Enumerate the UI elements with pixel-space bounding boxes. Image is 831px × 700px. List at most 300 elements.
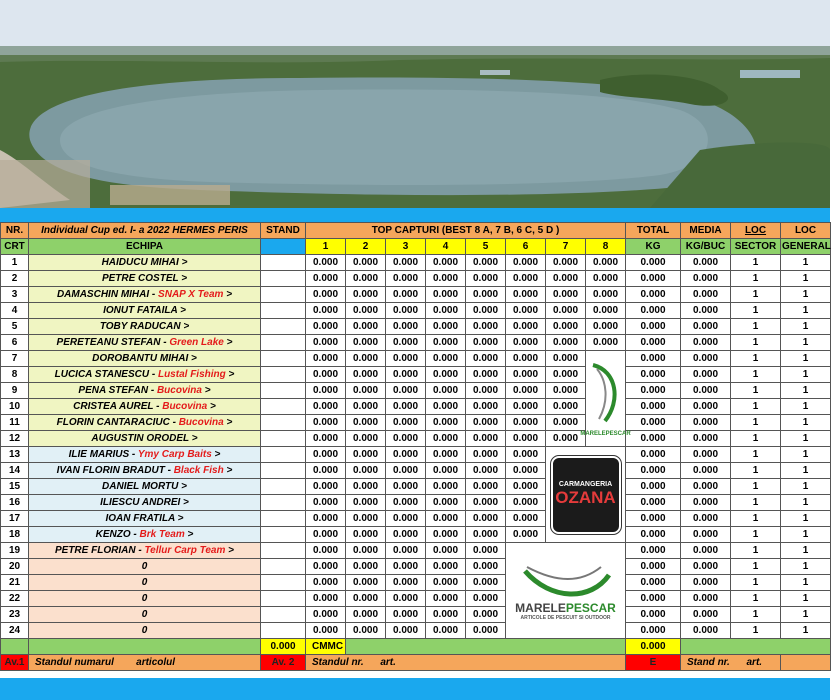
loc-general: 1 <box>781 463 831 479</box>
loc-sector: 1 <box>731 559 781 575</box>
table-row <box>1 559 831 575</box>
loc-sector: 1 <box>731 303 781 319</box>
catch-col-1: 1 <box>306 239 346 255</box>
catch-value: 0.000 <box>346 287 386 303</box>
competitor-name <box>29 335 261 351</box>
total-kg: 0.000 <box>626 559 681 575</box>
total-kg: 0.000 <box>626 543 681 559</box>
stand-cell <box>261 351 306 367</box>
competitor-label: FLORIN CANTARACIUC <box>56 417 170 428</box>
header-crt: CRT <box>1 239 29 255</box>
catch-value: 0.000 <box>306 495 346 511</box>
competitor-name <box>29 623 261 639</box>
total-kg: 0.000 <box>626 495 681 511</box>
catch-value: 0.000 <box>506 431 546 447</box>
competitor-name <box>29 463 261 479</box>
stand-cell <box>261 559 306 575</box>
loc-general: 1 <box>781 575 831 591</box>
av2-label: Av. 2 <box>261 655 306 671</box>
stand-cell <box>261 527 306 543</box>
catch-value: 0.000 <box>426 255 466 271</box>
catch-value: 0.000 <box>346 543 386 559</box>
loc-sector: 1 <box>731 511 781 527</box>
catch-value: 0.000 <box>586 335 626 351</box>
catch-value: 0.000 <box>466 527 506 543</box>
table-row <box>1 367 831 383</box>
table-row <box>1 287 831 303</box>
catch-value: 0.000 <box>386 511 426 527</box>
table-row <box>1 319 831 335</box>
loc-general: 1 <box>781 367 831 383</box>
stand-cell <box>261 591 306 607</box>
stand-cell <box>261 399 306 415</box>
av1-label: Av.1 <box>1 655 29 671</box>
competitor-name <box>29 511 261 527</box>
catch-value: 0.000 <box>306 367 346 383</box>
fish-icon <box>587 361 625 431</box>
stand-cell <box>261 543 306 559</box>
total-kg: 0.000 <box>626 431 681 447</box>
catch-value: 0.000 <box>546 415 586 431</box>
table-row <box>1 495 831 511</box>
chevron-right-icon: > <box>188 433 198 444</box>
catch-value: 0.000 <box>306 575 346 591</box>
catch-value: 0.000 <box>426 495 466 511</box>
articolul-text: articolul <box>136 657 176 668</box>
catch-value: 0.000 <box>346 415 386 431</box>
catch-value: 0.000 <box>306 399 346 415</box>
carmangeria-ozana-logo <box>546 447 626 543</box>
competitor-label: 0 <box>141 609 148 620</box>
footer-blank <box>346 639 626 655</box>
catch-value: 0.000 <box>506 351 546 367</box>
chevron-right-icon: > <box>180 497 189 508</box>
catch-value: 0.000 <box>586 271 626 287</box>
catch-value: 0.000 <box>306 335 346 351</box>
catch-value: 0.000 <box>426 351 466 367</box>
catch-value: 0.000 <box>426 319 466 335</box>
catch-value: 0.000 <box>426 303 466 319</box>
total-kg: 0.000 <box>626 463 681 479</box>
stand-cell <box>261 415 306 431</box>
row-number: 13 <box>1 447 29 463</box>
loc-sector: 1 <box>731 351 781 367</box>
chevron-right-icon: > <box>177 305 186 316</box>
lake-photo <box>0 0 830 208</box>
table-row <box>1 335 831 351</box>
loc-general: 1 <box>781 319 831 335</box>
row-number: 17 <box>1 511 29 527</box>
media-kgbuc: 0.000 <box>681 367 731 383</box>
catch-value: 0.000 <box>426 527 466 543</box>
loc-general: 1 <box>781 495 831 511</box>
stand-nr-text: Stand nr. <box>687 657 730 668</box>
competitor-name <box>29 383 261 399</box>
catch-value: 0.000 <box>346 463 386 479</box>
loc-general: 1 <box>781 527 831 543</box>
loc-general: 1 <box>781 479 831 495</box>
lake-landscape-image <box>0 0 830 208</box>
media-kgbuc: 0.000 <box>681 543 731 559</box>
catch-value: 0.000 <box>466 463 506 479</box>
media-kgbuc: 0.000 <box>681 399 731 415</box>
table-row <box>1 575 831 591</box>
stand-cell <box>261 271 306 287</box>
stand-nr-art-right <box>681 655 781 671</box>
chevron-right-icon: > <box>178 273 188 284</box>
chevron-right-icon: > <box>178 481 187 492</box>
cmmc-label: CMMC <box>306 639 346 655</box>
catch-col-8: 8 <box>586 239 626 255</box>
competitor-name <box>29 255 261 271</box>
row-number: 22 <box>1 591 29 607</box>
catch-value: 0.000 <box>546 303 586 319</box>
competitor-name <box>29 479 261 495</box>
separator: - <box>148 385 157 396</box>
media-kgbuc: 0.000 <box>681 527 731 543</box>
total-kg: 0.000 <box>626 479 681 495</box>
footer-blank <box>681 639 831 655</box>
catch-value: 0.000 <box>466 287 506 303</box>
media-kgbuc: 0.000 <box>681 607 731 623</box>
competitor-label: PENA STEFAN <box>78 385 149 396</box>
catch-value: 0.000 <box>306 271 346 287</box>
loc-sector: 1 <box>731 607 781 623</box>
catch-value: 0.000 <box>346 575 386 591</box>
row-number: 24 <box>1 623 29 639</box>
catch-value: 0.000 <box>506 271 546 287</box>
catch-value: 0.000 <box>306 431 346 447</box>
header-echipa: ECHIPA <box>29 239 261 255</box>
total-kg: 0.000 <box>626 399 681 415</box>
stand-cell <box>261 575 306 591</box>
table-row <box>1 255 831 271</box>
competitor-label: AUGUSTIN ORODEL <box>91 433 189 444</box>
catch-value: 0.000 <box>306 559 346 575</box>
catch-col-7: 7 <box>546 239 586 255</box>
table-row <box>1 351 831 367</box>
competitor-name <box>29 287 261 303</box>
catch-value: 0.000 <box>386 559 426 575</box>
catch-value: 0.000 <box>386 463 426 479</box>
row-number: 18 <box>1 527 29 543</box>
catch-value: 0.000 <box>506 463 546 479</box>
stand-cell <box>261 607 306 623</box>
catch-value: 0.000 <box>386 415 426 431</box>
team-name: Lustal Fishing <box>157 369 226 380</box>
competitor-name <box>29 431 261 447</box>
footer-blank <box>1 639 29 655</box>
loc-general: 1 <box>781 399 831 415</box>
row-number: 16 <box>1 495 29 511</box>
table-row <box>1 543 831 559</box>
catch-value: 0.000 <box>386 271 426 287</box>
row-number: 5 <box>1 319 29 335</box>
catch-value: 0.000 <box>466 479 506 495</box>
loc-sector: 1 <box>731 383 781 399</box>
catch-value: 0.000 <box>346 623 386 639</box>
catch-value: 0.000 <box>426 383 466 399</box>
competitor-name <box>29 559 261 575</box>
catch-value: 0.000 <box>426 447 466 463</box>
marele-text: MARELE <box>515 600 566 615</box>
catch-value: 0.000 <box>506 303 546 319</box>
catch-value: 0.000 <box>386 367 426 383</box>
competitor-label: 0 <box>141 561 148 572</box>
chevron-right-icon: > <box>223 289 233 300</box>
catch-value: 0.000 <box>586 319 626 335</box>
competitor-name <box>29 543 261 559</box>
catch-value: 0.000 <box>386 527 426 543</box>
header-kgbuc: KG/BUC <box>681 239 731 255</box>
catch-value: 0.000 <box>386 447 426 463</box>
separator: - <box>149 369 158 380</box>
catch-value: 0.000 <box>386 383 426 399</box>
team-name: SNAP X Team <box>158 289 224 300</box>
catch-value: 0.000 <box>506 415 546 431</box>
ozana-text: OZANA <box>555 488 616 507</box>
competitor-label: PERETEANU STEFAN <box>56 337 161 348</box>
catch-value: 0.000 <box>426 463 466 479</box>
header-top-capturi: TOP CAPTURI (BEST 8 A, 7 B, 6 C, 5 D ) <box>306 223 626 239</box>
separator: - <box>130 529 140 540</box>
table-row <box>1 479 831 495</box>
row-number: 3 <box>1 287 29 303</box>
row-number: 2 <box>1 271 29 287</box>
stand-cell <box>261 463 306 479</box>
chevron-right-icon: > <box>180 321 190 332</box>
competitor-name <box>29 367 261 383</box>
catch-value: 0.000 <box>346 383 386 399</box>
catch-value: 0.000 <box>546 335 586 351</box>
competitor-label: IVAN FLORIN BRADUT <box>56 465 165 476</box>
total-kg: 0.000 <box>626 527 681 543</box>
catch-value: 0.000 <box>466 271 506 287</box>
catch-value: 0.000 <box>346 255 386 271</box>
catch-value: 0.000 <box>306 527 346 543</box>
catch-value: 0.000 <box>346 431 386 447</box>
loc-sector: 1 <box>731 271 781 287</box>
catch-value: 0.000 <box>346 351 386 367</box>
catch-value: 0.000 <box>386 575 426 591</box>
total-kg: 0.000 <box>626 255 681 271</box>
catch-value: 0.000 <box>466 607 506 623</box>
loc-general: 1 <box>781 447 831 463</box>
media-kgbuc: 0.000 <box>681 447 731 463</box>
loc-sector: 1 <box>731 527 781 543</box>
competitor-name <box>29 527 261 543</box>
total-kg: 0.000 <box>626 591 681 607</box>
row-number: 12 <box>1 431 29 447</box>
competitor-label: KENZO <box>95 529 131 540</box>
catch-value: 0.000 <box>386 495 426 511</box>
chevron-right-icon: > <box>201 385 211 396</box>
media-kgbuc: 0.000 <box>681 335 731 351</box>
separator: - <box>164 465 174 476</box>
catch-value: 0.000 <box>306 351 346 367</box>
marele-pescar-subtitle: ARTICOLE DE PESCUIT SI OUTDOOR <box>520 614 611 621</box>
total-kg: 0.000 <box>626 607 681 623</box>
catch-value: 0.000 <box>586 255 626 271</box>
row-number: 23 <box>1 607 29 623</box>
row-number: 19 <box>1 543 29 559</box>
media-kgbuc: 0.000 <box>681 431 731 447</box>
catch-value: 0.000 <box>466 495 506 511</box>
header-sector: SECTOR <box>731 239 781 255</box>
chevron-right-icon: > <box>174 513 184 524</box>
competitor-name <box>29 575 261 591</box>
catch-value: 0.000 <box>346 511 386 527</box>
competitor-name <box>29 447 261 463</box>
catch-value: 0.000 <box>546 255 586 271</box>
competitor-label: LUCICA STANESCU <box>54 369 150 380</box>
catch-value: 0.000 <box>426 415 466 431</box>
catch-col-5: 5 <box>466 239 506 255</box>
table-row <box>1 271 831 287</box>
catch-value: 0.000 <box>586 303 626 319</box>
stand-cell <box>261 479 306 495</box>
total-kg: 0.000 <box>626 319 681 335</box>
total-kg: 0.000 <box>626 447 681 463</box>
cmmc-total: 0.000 <box>626 639 681 655</box>
table-row <box>1 399 831 415</box>
catch-value: 0.000 <box>466 351 506 367</box>
stand-cell <box>261 303 306 319</box>
catch-col-4: 4 <box>426 239 466 255</box>
loc-sector: 1 <box>731 591 781 607</box>
row-number: 1 <box>1 255 29 271</box>
stand-cell <box>261 447 306 463</box>
competitor-name <box>29 591 261 607</box>
separator: - <box>169 417 179 428</box>
row-number: 9 <box>1 383 29 399</box>
catch-value: 0.000 <box>466 255 506 271</box>
competitor-name <box>29 399 261 415</box>
catch-value: 0.000 <box>346 447 386 463</box>
loc-general: 1 <box>781 623 831 639</box>
competitor-name <box>29 607 261 623</box>
chevron-right-icon: > <box>211 449 221 460</box>
catch-value: 0.000 <box>506 383 546 399</box>
catch-value: 0.000 <box>346 591 386 607</box>
row-number: 4 <box>1 303 29 319</box>
header-general: GENERAL <box>781 239 831 255</box>
media-kgbuc: 0.000 <box>681 463 731 479</box>
competitor-label: DOROBANTU MIHAI <box>92 353 189 364</box>
row-number: 14 <box>1 463 29 479</box>
table-row <box>1 431 831 447</box>
competitor-name <box>29 271 261 287</box>
media-kgbuc: 0.000 <box>681 415 731 431</box>
catch-value: 0.000 <box>386 431 426 447</box>
catch-value: 0.000 <box>506 447 546 463</box>
catch-value: 0.000 <box>426 399 466 415</box>
loc-general: 1 <box>781 431 831 447</box>
catch-value: 0.000 <box>386 255 426 271</box>
row-number: 15 <box>1 479 29 495</box>
catch-value: 0.000 <box>386 591 426 607</box>
catch-value: 0.000 <box>426 511 466 527</box>
competitor-label: DAMASCHIN MIHAI <box>56 289 150 300</box>
header-stand: STAND <box>261 223 306 239</box>
header-loc-sector: LOC <box>731 223 781 239</box>
stand-cell <box>261 623 306 639</box>
team-name: Brk Team <box>139 529 185 540</box>
competitor-label: IOAN FRATILA <box>105 513 175 524</box>
footer-band <box>0 678 830 700</box>
chevron-right-icon: > <box>188 353 197 364</box>
loc-sector: 1 <box>731 479 781 495</box>
catch-value: 0.000 <box>506 335 546 351</box>
total-kg: 0.000 <box>626 415 681 431</box>
total-kg: 0.000 <box>626 287 681 303</box>
loc-general: 1 <box>781 287 831 303</box>
chevron-right-icon: > <box>184 529 194 540</box>
catch-col-6: 6 <box>506 239 546 255</box>
catch-value: 0.000 <box>346 495 386 511</box>
row-number: 6 <box>1 335 29 351</box>
loc-general: 1 <box>781 607 831 623</box>
standul-numarul-articolul <box>29 655 261 671</box>
loc-general: 1 <box>781 351 831 367</box>
catch-value: 0.000 <box>346 527 386 543</box>
standul-nr-text: Standul nr. <box>312 657 364 668</box>
separator: - <box>135 545 145 556</box>
catch-value: 0.000 <box>346 479 386 495</box>
team-name: Tellur Carp Team <box>144 545 226 556</box>
row-number: 10 <box>1 399 29 415</box>
catch-value: 0.000 <box>306 255 346 271</box>
catch-value: 0.000 <box>306 511 346 527</box>
table-row <box>1 415 831 431</box>
competitor-name <box>29 495 261 511</box>
catch-value: 0.000 <box>506 287 546 303</box>
stand-cell <box>261 367 306 383</box>
row-number: 11 <box>1 415 29 431</box>
catch-value: 0.000 <box>586 287 626 303</box>
media-kgbuc: 0.000 <box>681 623 731 639</box>
catch-value: 0.000 <box>546 271 586 287</box>
chevron-right-icon: > <box>225 545 235 556</box>
competitor-name <box>29 415 261 431</box>
art-right-text: art. <box>746 657 763 668</box>
total-kg: 0.000 <box>626 623 681 639</box>
catch-value: 0.000 <box>466 447 506 463</box>
chevron-right-icon: > <box>223 337 233 348</box>
marele-pescar-logo-large <box>506 543 626 639</box>
row-number: 8 <box>1 367 29 383</box>
competitor-label: ILIE MARIUS <box>68 449 130 460</box>
total-kg: 0.000 <box>626 511 681 527</box>
stand-cell <box>261 511 306 527</box>
catch-value: 0.000 <box>346 607 386 623</box>
header-media: MEDIA <box>681 223 731 239</box>
media-kgbuc: 0.000 <box>681 591 731 607</box>
catch-value: 0.000 <box>306 319 346 335</box>
catch-value: 0.000 <box>426 607 466 623</box>
row-number: 20 <box>1 559 29 575</box>
media-kgbuc: 0.000 <box>681 255 731 271</box>
catch-value: 0.000 <box>426 431 466 447</box>
chevron-right-icon: > <box>223 417 233 428</box>
catch-value: 0.000 <box>546 383 586 399</box>
catch-value: 0.000 <box>306 415 346 431</box>
header-band <box>0 208 830 222</box>
media-kgbuc: 0.000 <box>681 479 731 495</box>
media-kgbuc: 0.000 <box>681 271 731 287</box>
catch-value: 0.000 <box>426 479 466 495</box>
catch-value: 0.000 <box>306 303 346 319</box>
